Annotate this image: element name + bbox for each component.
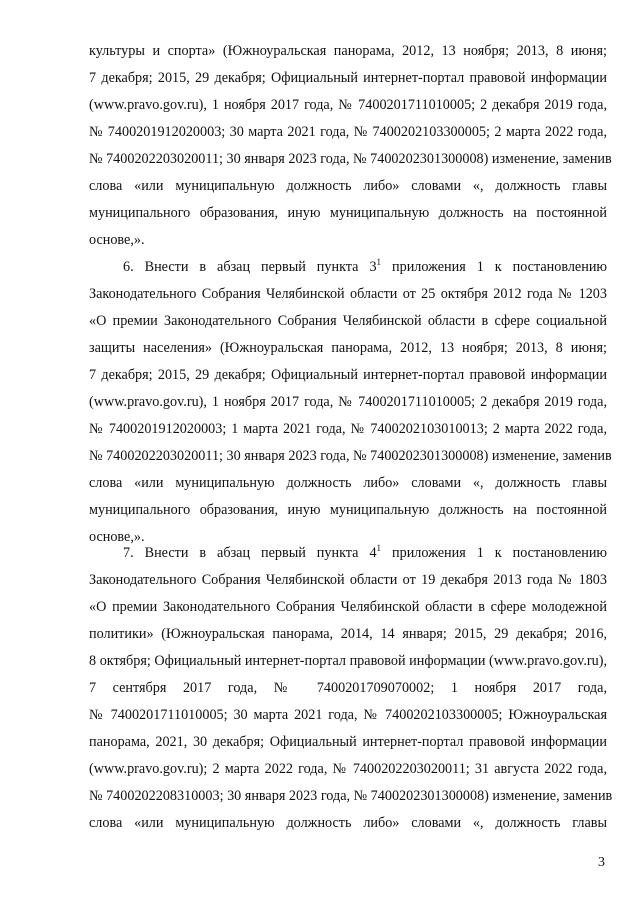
paragraph-6	[89, 254, 612, 551]
text-line: (www.pravo.gov.ru), 1 ноября 2017 года, № 7400201711010005; 2 декабря 2019 года,	[89, 394, 607, 410]
text-line: муниципального образования, иную муниципальную должность на постоянной	[89, 502, 607, 518]
text-line: № 7400201912020003; 1 марта 2021 года, № 7400202103010013; 2 марта 2022 года,	[89, 421, 607, 437]
page-number: 3	[598, 855, 605, 870]
text-line: Законодательного Собрания Челябинской области от 25 октября 2012 года № 1203	[89, 286, 607, 302]
superscript: 1	[376, 257, 382, 267]
text-line: основе,».	[89, 529, 145, 545]
superscript: 1	[376, 543, 382, 553]
text-line: № 7400202208310003; 30 января 2023 года, № 7400202301300008) изменение, заменив	[89, 788, 613, 804]
text-line: основе,».	[89, 232, 145, 248]
text-line: 7 сентября 2017 года, № 7400201709070002; 1 ноября 2017 года,	[89, 680, 607, 696]
text-line: «О премии Законодательного Собрания Челябинской области в сфере социальной	[89, 313, 607, 329]
text-line: № 7400201711010005; 30 марта 2021 года, № 7400202103300005; Южноуральская	[89, 707, 607, 723]
text-line: культуры и спорта» (Южноуральская панорама, 2012, 13 ноября; 2013, 8 июня;	[89, 43, 607, 59]
text-line: «О премии Законодательного Собрания Челябинской области в сфере молодежной	[89, 599, 607, 615]
text-line: Законодательного Собрания Челябинской области от 19 декабря 2013 года № 1803	[89, 572, 607, 588]
text-line: 7 декабря; 2015, 29 декабря; Официальный интернет-портал правовой информации	[89, 367, 607, 383]
text-fragment: 6. Внести в абзац первый пункта 3	[123, 259, 377, 275]
paragraph-first-line	[89, 254, 607, 281]
text-line: № 7400201912020003; 30 марта 2021 года, № 7400202103300005; 2 марта 2022 года,	[89, 124, 607, 140]
paragraph-5-continuation	[89, 38, 612, 254]
text-line: 8 октября; Официальный интернет-портал правовой информации (www.pravo.gov.ru),	[89, 653, 607, 669]
paragraph-7	[89, 540, 613, 837]
text-line: (www.pravo.gov.ru), 1 ноября 2017 года, № 7400201711010005; 2 декабря 2019 года,	[89, 97, 607, 113]
text-fragment: 7. Внести в абзац первый пункта 4	[123, 545, 377, 561]
text-fragment: приложения 1 к постановлению	[381, 545, 608, 561]
text-line: 7 декабря; 2015, 29 декабря; Официальный интернет-портал правовой информации	[89, 70, 607, 86]
text-line: слова «или муниципальную должность либо» словами «, должность главы	[89, 178, 607, 194]
text-line: слова «или муниципальную должность либо» словами «, должность главы	[89, 815, 607, 831]
text-line: № 7400202203020011; 30 января 2023 года, № 7400202301300008) изменение, заменив	[89, 151, 612, 167]
text-line: политики» (Южноуральская панорама, 2014, 14 января; 2015, 29 декабря; 2016,	[89, 626, 607, 642]
text-line: слова «или муниципальную должность либо» словами «, должность главы	[89, 475, 607, 491]
text-line: защиты населения» (Южноуральская панорама, 2012, 13 ноября; 2013, 8 июня;	[89, 340, 607, 356]
paragraph-first-line	[89, 540, 607, 567]
text-line: панорама, 2021, 30 декабря; Официальный интернет-портал правовой информации	[89, 734, 607, 750]
text-fragment: приложения 1 к постановлению	[381, 259, 608, 275]
text-line: муниципального образования, иную муниципальную должность на постоянной	[89, 205, 607, 221]
text-line: (www.pravo.gov.ru); 2 марта 2022 года, № 7400202203020011; 31 августа 2022 года,	[89, 761, 607, 777]
text-line: № 7400202203020011; 30 января 2023 года, № 7400202301300008) изменение, заменив	[89, 448, 612, 464]
